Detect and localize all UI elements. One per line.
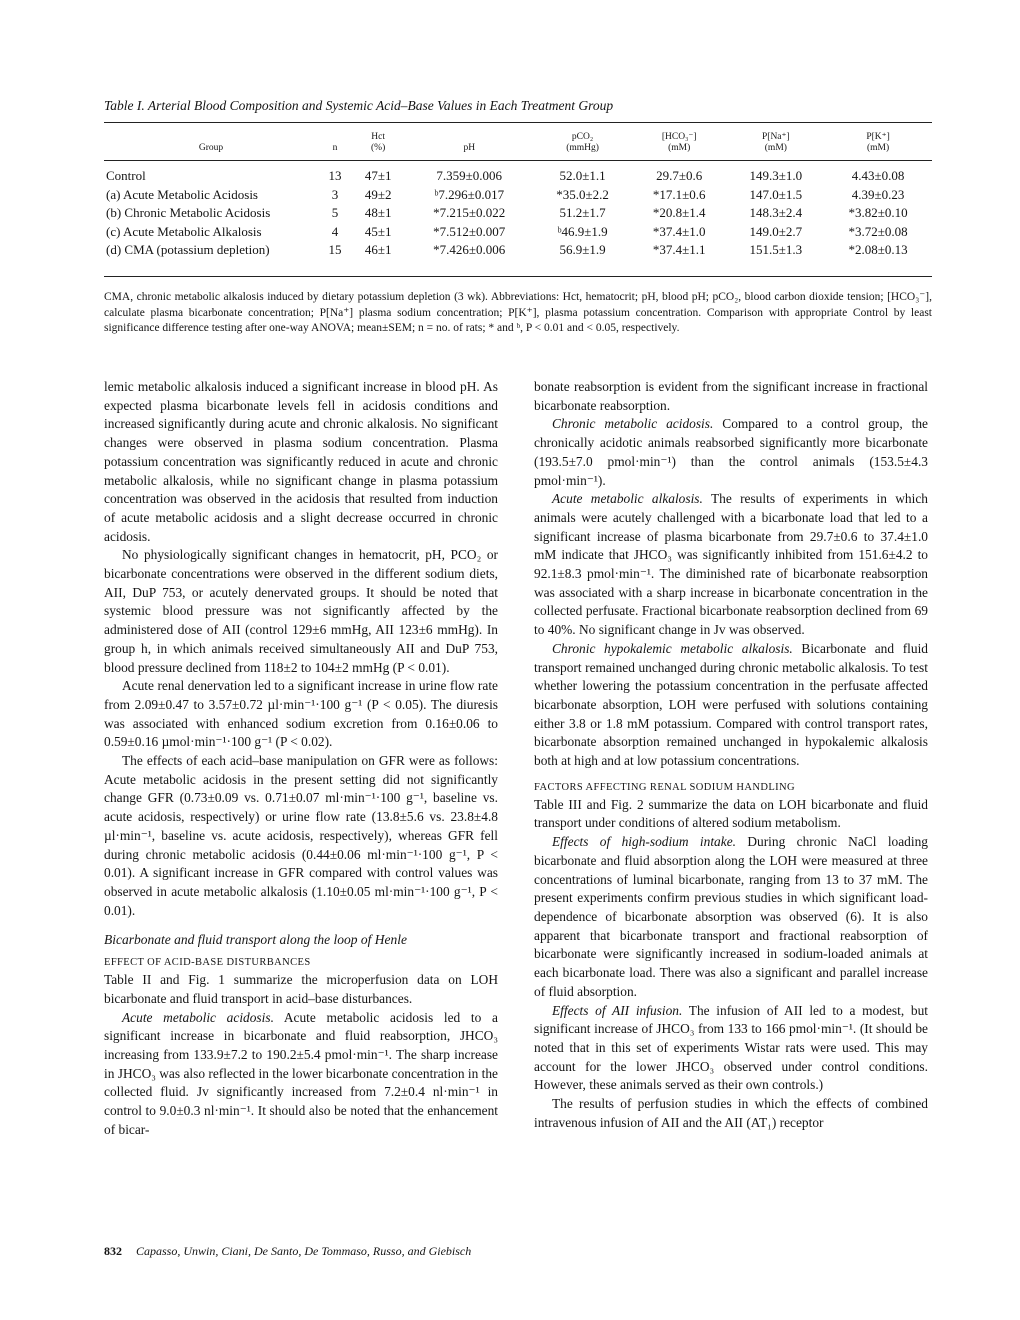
page-footer: [104, 1244, 471, 1259]
table-cell: *3.82±0.10: [848, 205, 908, 220]
table-row: [104, 186, 932, 205]
table-cell: 151.5±1.3: [749, 242, 803, 257]
table-cell: 46±1: [364, 242, 392, 257]
paragraph: The results of perfusion studies in which the effects of combined intravenous infusion of AII and the AII (AT₁) receptor: [534, 1096, 928, 1130]
subsection-heading: FACTORS AFFECTING RENAL SODIUM HANDLING: [534, 781, 796, 793]
table-cell: 3: [331, 186, 339, 202]
paragraph-body: During chronic NaCl loading bicarbonate and fluid absorption along the LOH were measured at three concentrations of luminal bicarbonate, ranging from 13 to 37 mM. The present experiments confirm previous studies in which significant load-dependence of bicarbonate absorption was observed (6). It is also apparent that bicarbonate transport and fractional reabsorption of bicarbonate were significantly increased in sodium-loaded animals at each bicarbonate load. There was also a significant and parallel increase of fluid absorption.: [534, 834, 928, 999]
table-cell: 51.2±1.7: [559, 205, 606, 220]
running-authors: Capasso, Unwin, Ciani, De Santo, De Tommaso, Russo, and Giebisch: [136, 1244, 472, 1258]
table-cell: *3.72±0.08: [848, 223, 908, 239]
paragraph-lead: Acute metabolic alkalosis.: [552, 491, 703, 507]
table-cell: 5: [331, 205, 339, 220]
table-cell: *7.512±0.007: [433, 223, 506, 239]
paragraph-body: Acute metabolic acidosis led to a significant increase in bicarbonate and fluid reabsorption, JHCO₃ increasing from 133.9±7.2 to 190.2±5.4 pmol·min⁻¹. The sharp increase in JHCO₃ was also reflected in the lower bicarbonate concentration in the collected fluid. Jv significantly increased from 7.2±0.4 nl·min⁻¹ in control to 9.0±0.3 nl·min⁻¹. It should also be noted that the enhancement of bicar-: [104, 1009, 498, 1137]
paragraph: [534, 415, 928, 490]
table-header-row: [104, 132, 932, 161]
section-heading: Bicarbonate and fluid transport along the loop of Henle: [104, 932, 407, 948]
header-hct: Hct (%): [371, 132, 386, 153]
table-cell: 149.0±2.7: [749, 223, 803, 239]
table-cell: 4: [331, 223, 339, 239]
table-cell: (d) CMA (potassium depletion): [106, 242, 270, 257]
header-ph: pH: [463, 143, 476, 153]
paragraph-lead: Acute metabolic acidosis.: [122, 1009, 274, 1025]
paragraph: [534, 640, 928, 771]
table-cell: 13: [328, 168, 342, 183]
table-cell: *35.0±2.2: [556, 186, 609, 202]
paragraph-body: The infusion of AII led to a modest, but significant increase of JHCO₃ from 133 to 166 pmol·min⁻¹. (It should be noted that in this set of experiments Wistar rats were used. This may account for the lower JHCO₃ observed under control conditions. However, these animals served as their own controls.): [534, 1002, 928, 1093]
right-column: [534, 378, 928, 1132]
header-pk: P[K⁺] (mM): [866, 132, 890, 153]
paragraph-lead: Effects of AII infusion.: [552, 1002, 683, 1018]
table-cell: *7.215±0.022: [433, 205, 506, 220]
paragraph: Table II and Fig. 1 summarize the microperfusion data on LOH bicarbonate and fluid transport in acid–base disturbances.: [104, 972, 498, 1006]
table-row: [104, 241, 932, 260]
table-cell: *37.4±1.1: [652, 242, 706, 257]
paragraph: The effects of each acid–base manipulation on GFR were as follows: Acute metabolic acidosis in the present setting did not significantly change GFR (0.73±0.09 vs. 0.71±0.07 ml·min⁻¹·100 g⁻¹, baseline vs. acute acidosis, respectively) or urine flow rate (13.8±5.6 vs. 23.8±4.8 µl·min⁻¹, baseline vs. acute acidosis, respectively), whereas GFR fell during chronic metabolic acidosis (0.44±0.06 ml·min⁻¹·100 g⁻¹, P < 0.01). A significant increase in GFR compared with control values was observed in acute metabolic alkalosis (1.10±0.05 ml·min⁻¹·100 g⁻¹, P < 0.01).: [104, 753, 498, 918]
paragraph: lemic metabolic alkalosis induced a significant increase in blood pH. As expected plasma bicarbonate levels fell in acidosis conditions and increased significantly during acute and chronic alkalosis. No significant changes were observed in plasma sodium concentration. Plasma potassium concentration was significantly reduced in acute and chronic metabolic alkalosis, while no significant change in plasma potassium concentration was observed in the acidosis that resulted from induction of acute metabolic acidosis and a slight decrease occurred in chronic acidosis.: [104, 379, 498, 544]
subsection-heading: EFFECT OF ACID-BASE DISTURBANCES: [104, 957, 311, 969]
paragraph: Acute renal denervation led to a significant increase in urine flow rate from 2.09±0.47 to 3.57±0.72 µl·min⁻¹·100 g⁻¹ (P < 0.05). The diuresis was associated with enhanced sodium excretion from 0.16±0.06 to 0.59±0.16 µmol·min⁻¹·100 g⁻¹ (P < 0.02).: [104, 678, 498, 750]
table-cell: 49±2: [364, 186, 392, 202]
paragraph: [534, 490, 928, 640]
table-cell: 45±1: [364, 223, 392, 239]
header-n: n: [332, 143, 338, 153]
table-cell: ᵇ46.9±1.9: [557, 223, 608, 239]
table-cell: *2.08±0.13: [848, 242, 908, 257]
header-pco2: pCO₂ (mmHg): [566, 132, 599, 153]
table-cell: 56.9±1.9: [559, 242, 606, 257]
table-cell: 47±1: [364, 168, 392, 183]
paragraph: bonate reabsorption is evident from the significant increase in fractional bicarbonate reabsorption.: [534, 379, 928, 413]
paragraph: Table III and Fig. 2 summarize the data on LOH bicarbonate and fluid transport under conditions of altered sodium metabolism.: [534, 796, 928, 831]
table-cell: 148.3±2.4: [749, 205, 803, 220]
table-cell: 52.0±1.1: [559, 168, 606, 183]
table-footnote: CMA, chronic metabolic alkalosis induced by dietary potassium depletion (3 wk). Abbreviations: Hct, hematocrit; pH, blood pH; pCO₂, blood carbon dioxide tension; [HCO₃⁻], calculate plasma bicarbonate concentration; P[Na⁺] plasma sodium concentration; P[K⁺], plasma potassium concentration. Comparison with appropriate Control by least significance difference testing after one-way ANOVA; mean±SEM; n = no. of rats; * and ᵇ, P < 0.01 and < 0.05, respectively.: [104, 291, 932, 335]
table-cell: *37.4±1.0: [652, 223, 706, 239]
table-row: [104, 161, 932, 186]
table-cell: 48±1: [364, 205, 392, 220]
paragraph: No physiologically significant changes in hematocrit, pH, PCO₂ or bicarbonate concentrations were observed in the different sodium diets, AII, DuP 753, or acutely denervated groups. It should be noted that systemic blood pressure was not significantly affected by the administered dose of AII (control 129±6 mmHg, AII 123±6 mmHg). In group h, in which animals received simultaneously AII and DuP 753, blood pressure declined from 118±2 to 104±2 mmHg (P < 0.01).: [104, 547, 498, 675]
paragraph-body: Bicarbonate and fluid transport remained unchanged during chronic metabolic alkalosis. To test whether lowering the potassium concentration in the perfusate affected bicarbonate absorption, LOH were perfused with solutions containing either 3.8 or 1.8 mM potassium. Compared with control transport rates, bicarbonate absorption remained unchanged in hypokalemic alkalosis both at high and at low potassium concentrations.: [534, 640, 929, 769]
table-cell: ᵇ7.296±0.017: [434, 186, 505, 202]
table-cell: 15: [328, 242, 342, 257]
table-cell: Control: [106, 168, 146, 183]
page-number: 832: [104, 1244, 122, 1258]
paragraph: [534, 833, 928, 1001]
table-cell: 7.359±0.006: [436, 168, 503, 183]
table-cell: (b) Chronic Metabolic Acidosis: [106, 205, 271, 220]
paragraph-body: Compared to a control group, the chronically acidotic animals reabsorbed significantly more bicarbonate (193.5±7.0 pmol·min⁻¹) than the control animals (153.5±4.3 pmol·min⁻¹).: [534, 416, 928, 488]
paragraph: [104, 1009, 498, 1140]
table-caption: Table I. Arterial Blood Composition and Systemic Acid–Base Values in Each Treatment Group: [104, 98, 614, 113]
header-hco3: [HCO₃⁻] (mM): [661, 132, 697, 153]
table-cell: 29.7±0.6: [656, 168, 703, 183]
header-pna: P[Na⁺] (mM): [762, 132, 790, 153]
paragraph-lead: Effects of high-sodium intake.: [552, 834, 736, 850]
table-cell: *17.1±0.6: [652, 186, 706, 202]
table-cell: (c) Acute Metabolic Alkalosis: [106, 223, 262, 239]
table-cell: 4.39±0.23: [851, 186, 905, 202]
table-cell: 149.3±1.0: [749, 168, 803, 183]
paragraph-lead: Chronic hypokalemic metabolic alkalosis.: [552, 640, 793, 656]
table-cell: (a) Acute Metabolic Acidosis: [106, 186, 258, 202]
paragraph-body: The results of experiments in which animals were acutely challenged with a bicarbonate load that led to a significant increase of plasma bicarbonate from 29.7±0.6 to 37.4±1.0 mM indicate that JHCO₃ was significantly inhibited from 151.6±4.2 to 92.1±8.3 pmol·min⁻¹. The diminished rate of bicarbonate reabsorption was associated with a sharp increase in bicarbonate concentration in the collected perfusate. Fractional bicarbonate reabsorption declined from 69 to 40%. No significant change in Jv was observed.: [534, 491, 928, 638]
table-cell: *7.426±0.006: [433, 242, 506, 257]
paragraph-lead: Chronic metabolic acidosis.: [552, 416, 714, 432]
table-cell: 4.43±0.08: [851, 168, 905, 183]
table-bottom-rule: [104, 276, 932, 277]
header-group: Group: [198, 143, 224, 153]
table-cell: 147.0±1.5: [749, 186, 803, 202]
table-top-rule: [104, 122, 932, 123]
blood-composition-table: [104, 132, 932, 260]
table-row: [104, 204, 932, 223]
left-column: [104, 378, 498, 1139]
table-cell: *20.8±1.4: [652, 205, 706, 220]
paragraph: [534, 1002, 928, 1096]
table-row: [104, 223, 932, 242]
